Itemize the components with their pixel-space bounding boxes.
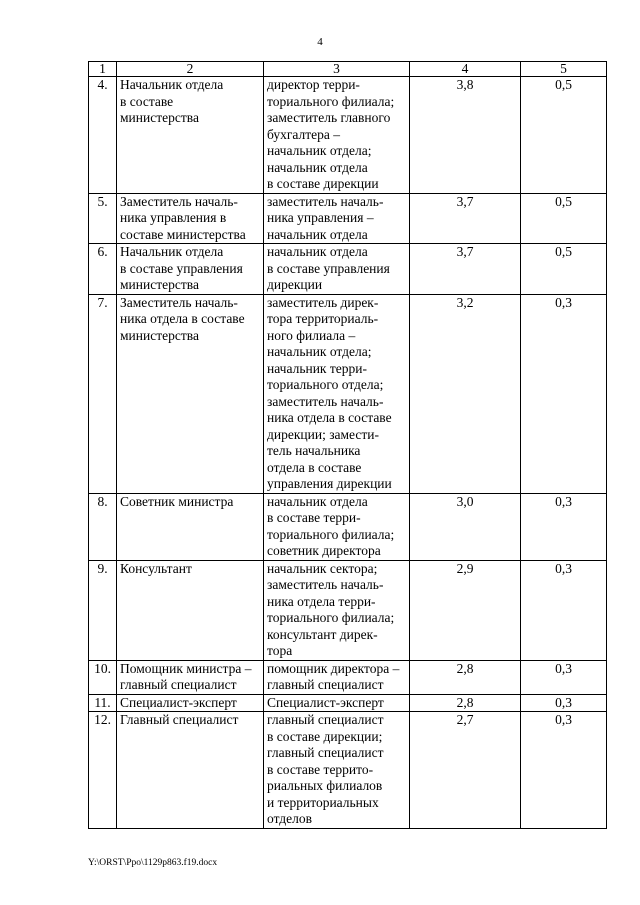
equivalent-line: в составе терри-	[267, 510, 361, 525]
table-row	[89, 712, 607, 829]
position-line: министерства	[120, 327, 199, 343]
header-cell: 4	[410, 62, 521, 77]
position-line: Главный специалист	[120, 712, 239, 727]
equivalent-positions-cell	[264, 77, 410, 194]
equivalent-line: заместитель главного	[267, 110, 391, 125]
bonus-cell: 0,3	[521, 493, 607, 560]
position-cell	[117, 294, 264, 493]
coefficient-cell: 3,7	[410, 244, 521, 295]
table-row	[89, 244, 607, 295]
position-cell	[117, 77, 264, 194]
equivalent-line: в составе дирекции;	[267, 728, 383, 744]
equivalent-line: начальник отдела	[267, 244, 368, 259]
table-row	[89, 193, 607, 244]
coefficient-cell: 3,0	[410, 493, 521, 560]
bonus-cell: 0,5	[521, 244, 607, 295]
equivalent-line: начальник отдела	[267, 226, 368, 242]
equivalent-positions-cell	[264, 244, 410, 295]
equivalent-positions-cell	[264, 560, 410, 660]
coefficient-cell: 2,8	[410, 660, 521, 694]
position-cell	[117, 694, 264, 712]
header-cell: 3	[264, 62, 410, 77]
equivalent-line: главный специалист	[267, 677, 384, 692]
equivalent-line: главный специалист	[267, 712, 384, 727]
equivalent-positions-cell	[264, 660, 410, 694]
equivalent-line: ториального филиала;	[267, 610, 395, 625]
equivalent-positions-cell	[264, 493, 410, 560]
position-cell	[117, 660, 264, 694]
bonus-cell: 0,3	[521, 294, 607, 493]
bonus-cell: 0,5	[521, 193, 607, 244]
equivalent-line: и территориальных	[267, 794, 379, 810]
equivalent-line: помощник директора –	[267, 660, 400, 676]
row-number-cell: 6.	[89, 244, 117, 295]
equivalent-line: отделов	[267, 811, 313, 826]
equivalent-line: ториального отдела;	[267, 377, 384, 392]
equivalent-positions-cell	[264, 712, 410, 829]
equivalent-line: начальник отдела	[267, 493, 368, 509]
table-row	[89, 77, 607, 194]
equivalent-line: заместитель началь-	[267, 393, 384, 409]
equivalent-line: в составе управления	[267, 260, 390, 276]
table-row	[89, 493, 607, 560]
equivalent-line: консультант дирек-	[267, 626, 378, 642]
header-cell: 1	[89, 62, 117, 77]
position-line: составе министерства	[120, 226, 246, 242]
row-number-cell: 12.	[89, 712, 117, 829]
position-line: Заместитель началь-	[120, 294, 238, 310]
equivalent-line: риальных филиалов	[267, 778, 383, 793]
coefficient-cell: 2,7	[410, 712, 521, 829]
position-line: Начальник отдела	[120, 77, 224, 92]
table-row	[89, 560, 607, 660]
position-line: Специалист-эксперт	[120, 694, 237, 710]
position-line: главный специалист	[120, 677, 237, 692]
row-number-cell: 5.	[89, 193, 117, 244]
equivalent-line: начальник отдела;	[267, 143, 372, 158]
equivalent-line: управления дирекции	[267, 476, 392, 491]
table-row	[89, 694, 607, 712]
equivalent-line: дирекции; замести-	[267, 426, 380, 442]
position-line: ника управления в	[120, 210, 227, 225]
equivalent-line: главный специалист	[267, 745, 384, 760]
equivalent-line: в составе террито-	[267, 761, 374, 777]
position-cell	[117, 493, 264, 560]
position-line: Помощник министра –	[120, 660, 252, 676]
table-row	[89, 294, 607, 493]
position-cell	[117, 560, 264, 660]
row-number-cell: 11.	[89, 694, 117, 712]
header-cell: 5	[521, 62, 607, 77]
bonus-cell: 0,3	[521, 660, 607, 694]
position-line: в составе	[120, 93, 174, 109]
row-number-cell: 8.	[89, 493, 117, 560]
position-line: Заместитель началь-	[120, 193, 238, 209]
equivalent-positions-cell	[264, 193, 410, 244]
equivalent-line: тель начальника	[267, 443, 361, 458]
position-line: ника отдела в составе	[120, 311, 245, 326]
equivalent-line: ника управления –	[267, 210, 374, 225]
equivalent-positions-cell	[264, 294, 410, 493]
header-cell: 2	[117, 62, 264, 77]
coefficient-cell: 3,7	[410, 193, 521, 244]
position-line: в составе управления	[120, 260, 243, 276]
equivalent-line: советник директора	[267, 543, 381, 558]
positions-table	[88, 61, 607, 829]
equivalent-line: ника отдела в составе	[267, 410, 392, 425]
coefficient-cell: 3,2	[410, 294, 521, 493]
equivalent-line: директор терри-	[267, 77, 360, 92]
bonus-cell: 0,3	[521, 560, 607, 660]
file-path-footer: Y:\ORST\Ppo\1129p863.f19.docx	[88, 858, 218, 868]
coefficient-cell: 2,9	[410, 560, 521, 660]
equivalent-line: заместитель началь-	[267, 577, 384, 592]
position-cell	[117, 712, 264, 829]
position-cell	[117, 244, 264, 295]
row-number-cell: 9.	[89, 560, 117, 660]
position-cell	[117, 193, 264, 244]
equivalent-line: начальник отдела;	[267, 344, 372, 359]
equivalent-line: тора территориаль-	[267, 311, 379, 326]
bonus-cell: 0,3	[521, 694, 607, 712]
table-row	[89, 660, 607, 694]
equivalent-line: заместитель началь-	[267, 193, 384, 209]
equivalent-line: заместитель дирек-	[267, 294, 379, 310]
equivalent-line: ника отдела терри-	[267, 593, 376, 609]
page-number: 4	[317, 36, 323, 48]
equivalent-line: ториального филиала;	[267, 93, 395, 109]
bonus-cell: 0,3	[521, 712, 607, 829]
equivalent-line: начальник терри-	[267, 360, 367, 376]
equivalent-line: Специалист-эксперт	[267, 694, 384, 710]
equivalent-line: начальник сектора;	[267, 560, 378, 576]
row-number-cell: 4.	[89, 77, 117, 194]
equivalent-line: дирекции	[267, 277, 323, 292]
coefficient-cell: 2,8	[410, 694, 521, 712]
equivalent-line: ного филиала –	[267, 327, 356, 343]
position-line: министерства	[120, 110, 199, 125]
position-line: министерства	[120, 277, 199, 292]
equivalent-line: начальник отдела	[267, 159, 368, 175]
position-line: Советник министра	[120, 493, 234, 509]
equivalent-line: ториального филиала;	[267, 526, 395, 542]
position-line: Начальник отдела	[120, 244, 224, 259]
equivalent-positions-cell	[264, 694, 410, 712]
position-line: Консультант	[120, 560, 192, 576]
row-number-cell: 10.	[89, 660, 117, 694]
table-header-row	[89, 62, 607, 77]
bonus-cell: 0,5	[521, 77, 607, 194]
coefficient-cell: 3,8	[410, 77, 521, 194]
equivalent-line: тора	[267, 643, 293, 658]
equivalent-line: бухгалтера –	[267, 126, 340, 142]
equivalent-line: отдела в составе	[267, 459, 362, 475]
row-number-cell: 7.	[89, 294, 117, 493]
equivalent-line: в составе дирекции	[267, 176, 379, 191]
